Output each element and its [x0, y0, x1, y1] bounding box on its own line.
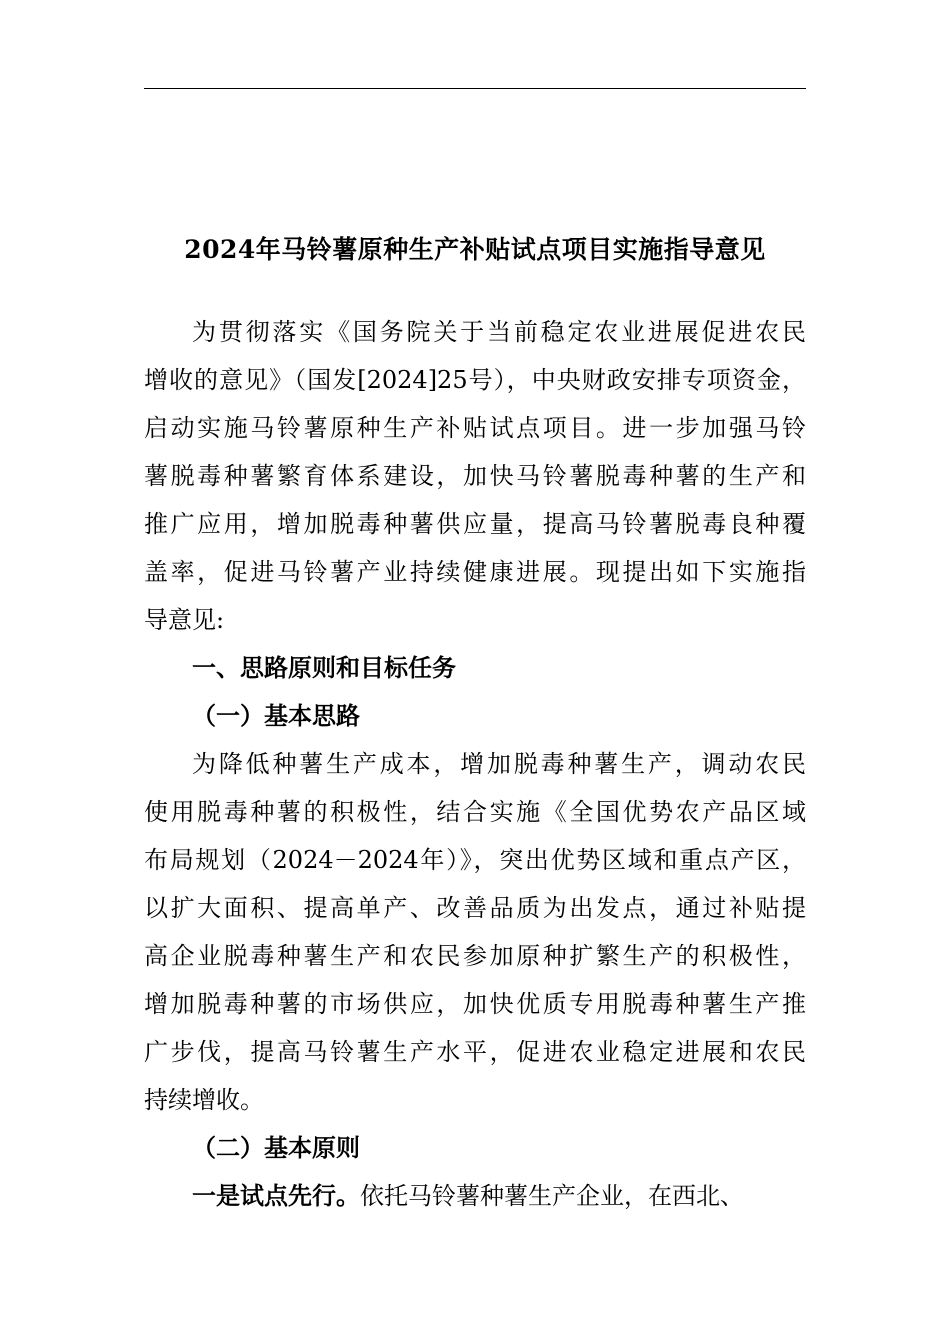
section-line: 使用脱毒种薯的积极性，结合实施《全国优势农产品区域	[144, 798, 806, 826]
section-line: 广步伐，提高马铃薯生产水平，促进农业稳定进展和农民	[144, 1038, 806, 1066]
intro-line: 盖率，促进马铃薯产业持续健康进展。现提出如下实施指	[144, 558, 806, 586]
section-line: 增加脱毒种薯的市场供应，加快优质专用脱毒种薯生产推	[144, 990, 806, 1018]
section-line: 持续增收。	[144, 1086, 264, 1114]
header-rule	[144, 88, 806, 89]
section-line: 高企业脱毒种薯生产和农民参加原种扩繁生产的积极性，	[144, 942, 806, 970]
principle-text: 依托马铃薯种薯生产企业，在西北、	[360, 1182, 744, 1210]
sub-heading: （一）基本思路	[192, 701, 360, 730]
document-title: 2024年马铃薯原种生产补贴试点项目实施指导意见	[184, 235, 766, 264]
intro-line: 推广应用，增加脱毒种薯供应量，提高马铃薯脱毒良种覆	[144, 510, 806, 538]
principle-lead: 一是试点先行。	[192, 1181, 360, 1210]
intro-line: 启动实施马铃薯原种生产补贴试点项目。进一步加强马铃	[144, 414, 806, 442]
intro-line: 增收的意见》（国发[2024]25号），中央财政安排专项资金，	[144, 366, 806, 394]
section-line: 为降低种薯生产成本，增加脱毒种薯生产，调动农民	[192, 750, 806, 778]
intro-line: 导意见:	[144, 606, 225, 634]
section-line: 以扩大面积、提高单产、改善品质为出发点，通过补贴提	[144, 894, 806, 922]
section-line: 布局规划（2024－2024年）》，突出优势区域和重点产区，	[144, 846, 806, 874]
intro-line: 薯脱毒种薯繁育体系建设，加快马铃薯脱毒种薯的生产和	[144, 462, 806, 490]
section-heading: 一、思路原则和目标任务	[192, 653, 456, 682]
intro-line: 为贯彻落实《国务院关于当前稳定农业进展促进农民	[192, 318, 806, 346]
sub-heading: （二）基本原则	[192, 1133, 360, 1162]
principle-line	[144, 1176, 806, 1216]
